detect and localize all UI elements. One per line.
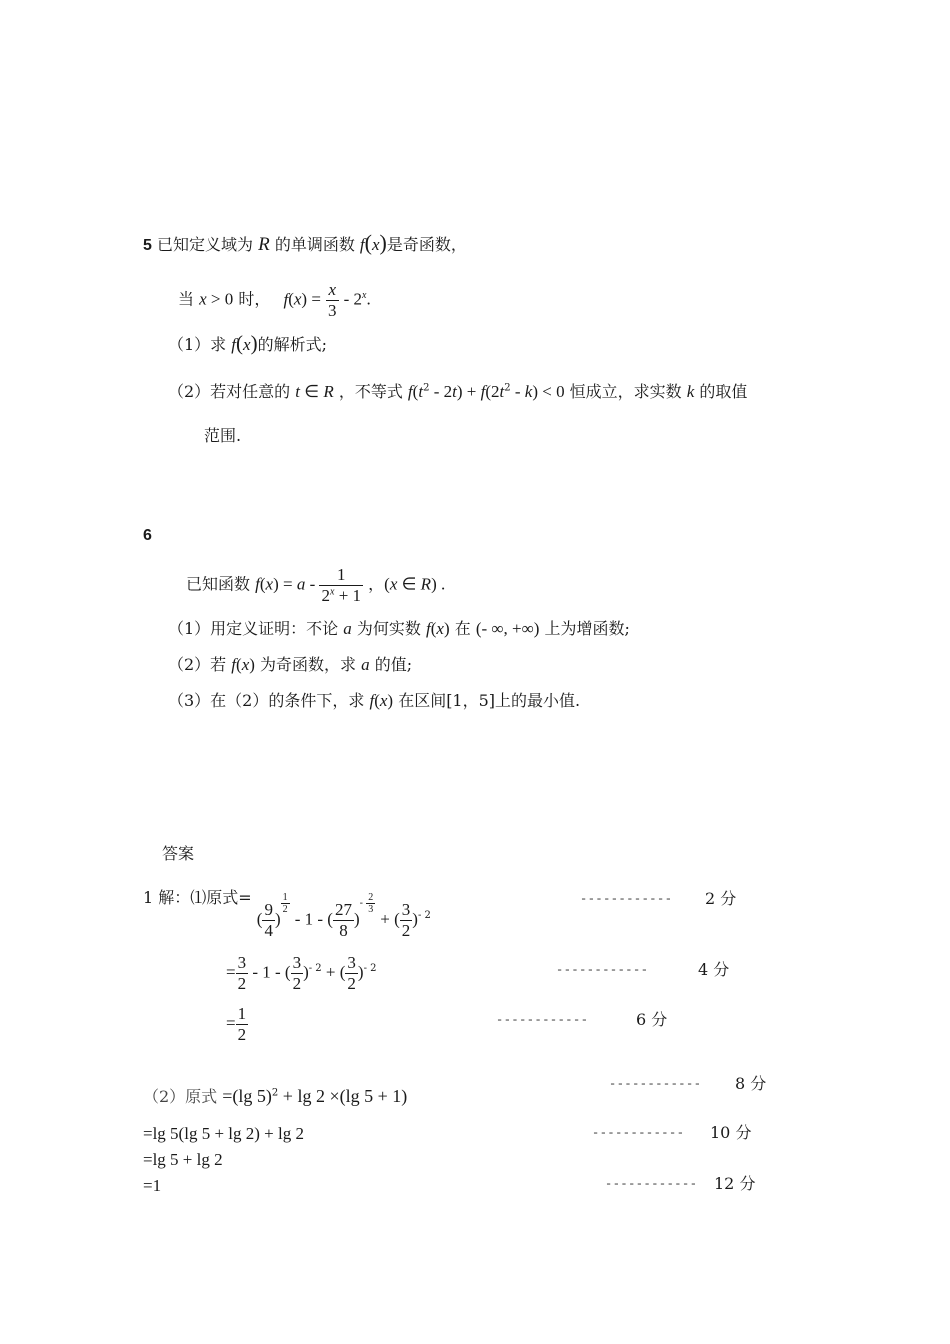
a2-line1: （2）原式 =(lg 5)$^2$ + lg 2 ×(lg 5 + 1) [143, 1086, 408, 1106]
q5-intro-a: 已知定义域为 [157, 235, 254, 254]
math-R: R [258, 234, 270, 255]
q5-part2: （2）若对任意的 t ∈ R ，不等式 $f(t^2 - 2t) + f(2t^2 - k) < 0$ 恒成立，求实数 k 的取值 [168, 382, 748, 401]
q6-part2-c: 的值; [374, 655, 413, 674]
q6-intro-a: 已知函数 [186, 574, 251, 594]
a1-line3: = $\frac{1}{2}$ [226, 1004, 247, 1044]
math-fx: f [359, 235, 365, 254]
q6-part1: （1）用定义证明：不论 a 为何实数 f(x) 在 (- ∞, +∞) 上为增函数; [168, 619, 630, 638]
answers-heading: 答案 [162, 844, 195, 863]
a1-line1: 1 解：⑴原式= ( $\frac{9}{4}$ ) $^{\frac{1}{2}}$ - 1 - ( $\frac{27}{8}$ )$^{- \frac{2}{3}}$ + ( $\frac{3}{2}$ )$^{- 2}$ [143, 888, 431, 940]
q5-line2-b: 时， [238, 289, 271, 309]
q5-part1-suffix: 的解析式; [257, 335, 327, 354]
score-2: 2 分 [705, 889, 737, 908]
q5-part2-mid: ，不等式 [338, 382, 403, 401]
q5-part2-prefix: （2）若对任意的 [168, 382, 291, 401]
q5-line2-a: 当 [178, 289, 195, 309]
a2-line3: =lg 5 + lg 2 [143, 1150, 223, 1169]
a2-dash-1: ------------ [609, 1077, 702, 1091]
q5-number: 5 [143, 237, 152, 254]
q5-intro-b: 的单调函数 [274, 235, 355, 254]
q5-part2-end: 的取值 [699, 382, 748, 401]
q6-part1-b: 为何实数 [356, 619, 421, 638]
q6-part1-a: （1）用定义证明：不论 [168, 619, 339, 638]
q5-part2-cont: 范围. [204, 426, 242, 445]
a1-dash-1: ------------ [580, 892, 673, 906]
q5-line2: 当 x > 0 时， f(x) = $\frac{x}{3}$ - 2$^x$. [178, 280, 371, 320]
score-8: 8 分 [735, 1074, 767, 1093]
a2-dash-3: ------------ [605, 1177, 698, 1191]
q6-part3-a: （3）在（2）的条件下，求 [168, 691, 365, 710]
q6-number: 6 [143, 527, 152, 544]
q6-intro: 已知函数 f(x) = a - $\frac{1}{2^x + 1}$ ，(x ∈ R) . [186, 565, 446, 605]
score-12: 12 分 [714, 1174, 756, 1193]
q5-part1: （1）求 f(x)的解析式; [168, 331, 327, 355]
q6-part1-c: 在 [454, 619, 471, 638]
q5-part2-after: 恒成立，求实数 [569, 382, 682, 401]
q6-part2-a: （2）若 [168, 655, 227, 674]
q6-part3-b: 在区间[1，5]上的最小值. [398, 691, 581, 710]
a2-dash-2: ------------ [592, 1126, 685, 1140]
a2-line2: =lg 5(lg 5 + lg 2) + lg 2 [143, 1124, 304, 1143]
score-6: 6 分 [636, 1010, 668, 1029]
q5-line1: 5 已知定义域为 R 的单调函数 f(x)是奇函数， [143, 230, 467, 255]
q6-part2-b: 为奇函数，求 [260, 655, 357, 674]
score-4: 4 分 [698, 960, 730, 979]
q5-intro-c: 是奇函数， [386, 235, 467, 254]
a1-dash-2: ------------ [556, 963, 649, 977]
q5-part1-prefix: （1）求 [168, 335, 227, 354]
fraction-1-over-2x-plus-1: $\frac{1}{2^x + 1}$ [321, 565, 362, 605]
a2-final: =1 [143, 1176, 162, 1195]
a1-label: 1 解：⑴原式= [143, 888, 252, 907]
a2-label: （2）原式 [143, 1087, 218, 1106]
q6-part3: （3）在（2）的条件下，求 f(x) 在区间[1，5]上的最小值. [168, 691, 581, 710]
q6-part1-d: 上为增函数; [544, 619, 630, 638]
fraction-x-over-3: $\frac{x}{3}$ [328, 280, 337, 320]
q6-part2: （2）若 f(x) 为奇函数，求 a 的值; [168, 655, 413, 674]
a1-line2: = $\frac{3}{2}$ - 1 - ( $\frac{3}{2}$ )$^{- 2}$ + ( $\frac{3}{2}$ )$^{- 2}$ [226, 953, 377, 993]
score-10: 10 分 [710, 1123, 752, 1142]
a1-dash-3: ------------ [496, 1013, 589, 1027]
